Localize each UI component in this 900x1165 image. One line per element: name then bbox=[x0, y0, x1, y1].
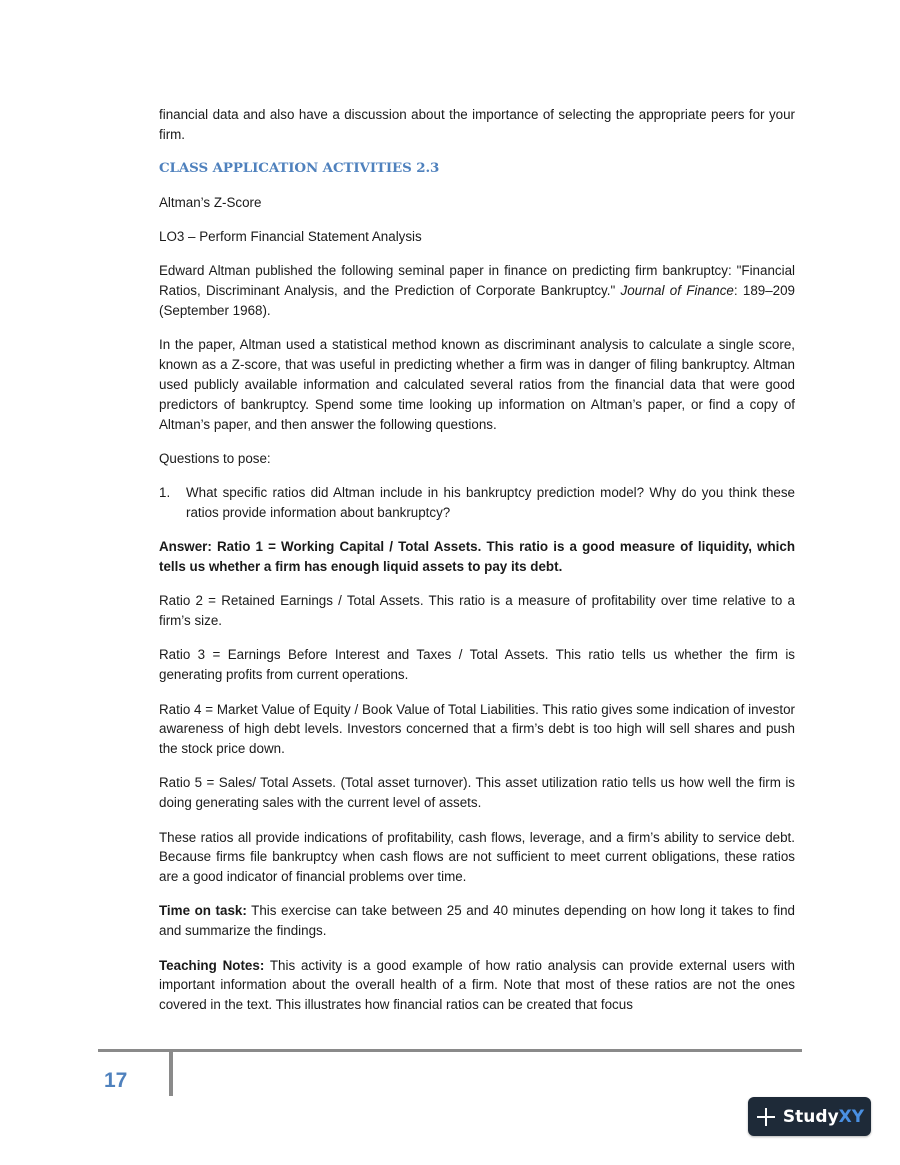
citation-tail: : 189–209 (September 1968). bbox=[159, 283, 796, 319]
section-heading: CLASS APPLICATION ACTIVITIES 2.3 bbox=[159, 160, 440, 177]
ratio-2-paragraph: Ratio 2 = Retained Earnings / Total Assets. This ratio is a measure of profitability over time relative to a firm’s size. bbox=[159, 593, 795, 629]
page-number: 17 bbox=[104, 1069, 128, 1092]
intro-paragraph: financial data and also have a discussion about the importance of selecting the appropriate peers for your firm. bbox=[159, 107, 795, 142]
ratio-3-paragraph: Ratio 3 = Earnings Before Interest and Taxes / Total Assets. This ratio tells us whether the firm is generating profits from current operations. bbox=[159, 647, 795, 683]
footer-divider bbox=[169, 1052, 173, 1096]
question-item bbox=[159, 483, 795, 523]
activity-subtitle: Altman’s Z-Score bbox=[159, 194, 262, 210]
question-number: 1. bbox=[159, 485, 171, 501]
page-body bbox=[159, 105, 795, 1029]
plus-icon bbox=[755, 1106, 777, 1128]
studyxy-badge[interactable] bbox=[748, 1097, 871, 1136]
teaching-notes-label: Teaching Notes: bbox=[159, 957, 265, 973]
answer-ratio-1: Answer: Ratio 1 = Working Capital / Total Assets. This ratio is a good measure of liquidity, which tells us whether a firm has enough liquid assets to pay its debt. bbox=[159, 539, 795, 575]
question-text: What specific ratios did Altman include in his bankruptcy prediction model? Why do you think these ratios provide information about bankruptcy? bbox=[186, 485, 795, 520]
questions-label: Questions to pose: bbox=[159, 450, 271, 466]
ratio-5-paragraph: Ratio 5 = Sales/ Total Assets. (Total asset turnover). This asset utilization ratio tells us how well the firm is doing generating sales with the current level of assets. bbox=[159, 775, 795, 811]
footer-rule bbox=[98, 1049, 802, 1052]
badge-text-accent: XY bbox=[838, 1106, 865, 1127]
time-on-task-label: Time on task: bbox=[159, 903, 247, 919]
badge-wordmark bbox=[783, 1107, 864, 1127]
time-on-task-text: This exercise can take between 25 and 40 minutes depending on how long it takes to find and summarize the findings. bbox=[159, 903, 795, 939]
badge-text-main: Study bbox=[782, 1106, 839, 1127]
summary-paragraph: These ratios all provide indications of profitability, cash flows, leverage, and a firm’s ability to service debt. Because firms file bankruptcy when cash flows are not sufficient to meet current obligations, these ratios are a good indicator of financial problems over time. bbox=[159, 829, 795, 885]
teaching-notes-text: This activity is a good example of how ratio analysis can provide external users with important information about the overall health of a firm. Note that most of these ratios are not the ones covered in the text. This illustrates how financial ratios can be created that focus bbox=[159, 957, 796, 1013]
citation-text: Edward Altman published the following seminal paper in finance on predicting firm bankruptcy: "Financial Ratios, Discriminant Analysis, and the Prediction of Corporate Bankruptcy." bbox=[159, 263, 795, 299]
method-paragraph: In the paper, Altman used a statistical method known as discriminant analysis to calculate a single score, known as a Z-score, that was useful in predicting whether a firm was in danger of filing bankruptcy. Altman used publicly available information and calculated several ratios from the financial data that were good predictors of bankruptcy. Spend some time looking up information on Altman’s paper, or find a copy of Altman’s paper, and then answer the following questions. bbox=[159, 337, 795, 432]
citation-journal: Journal of Finance bbox=[620, 283, 734, 299]
learning-objective: LO3 – Perform Financial Statement Analysis bbox=[159, 229, 422, 245]
teaching-notes-paragraph bbox=[159, 956, 795, 1015]
ratio-4-paragraph: Ratio 4 = Market Value of Equity / Book Value of Total Liabilities. This ratio gives some indication of investor awareness of high debt levels. Investors concerned that a firm’s debt is too high will sell shares and push the stock price down. bbox=[159, 701, 795, 757]
time-on-task-paragraph bbox=[159, 901, 795, 941]
citation-paragraph bbox=[159, 261, 795, 320]
